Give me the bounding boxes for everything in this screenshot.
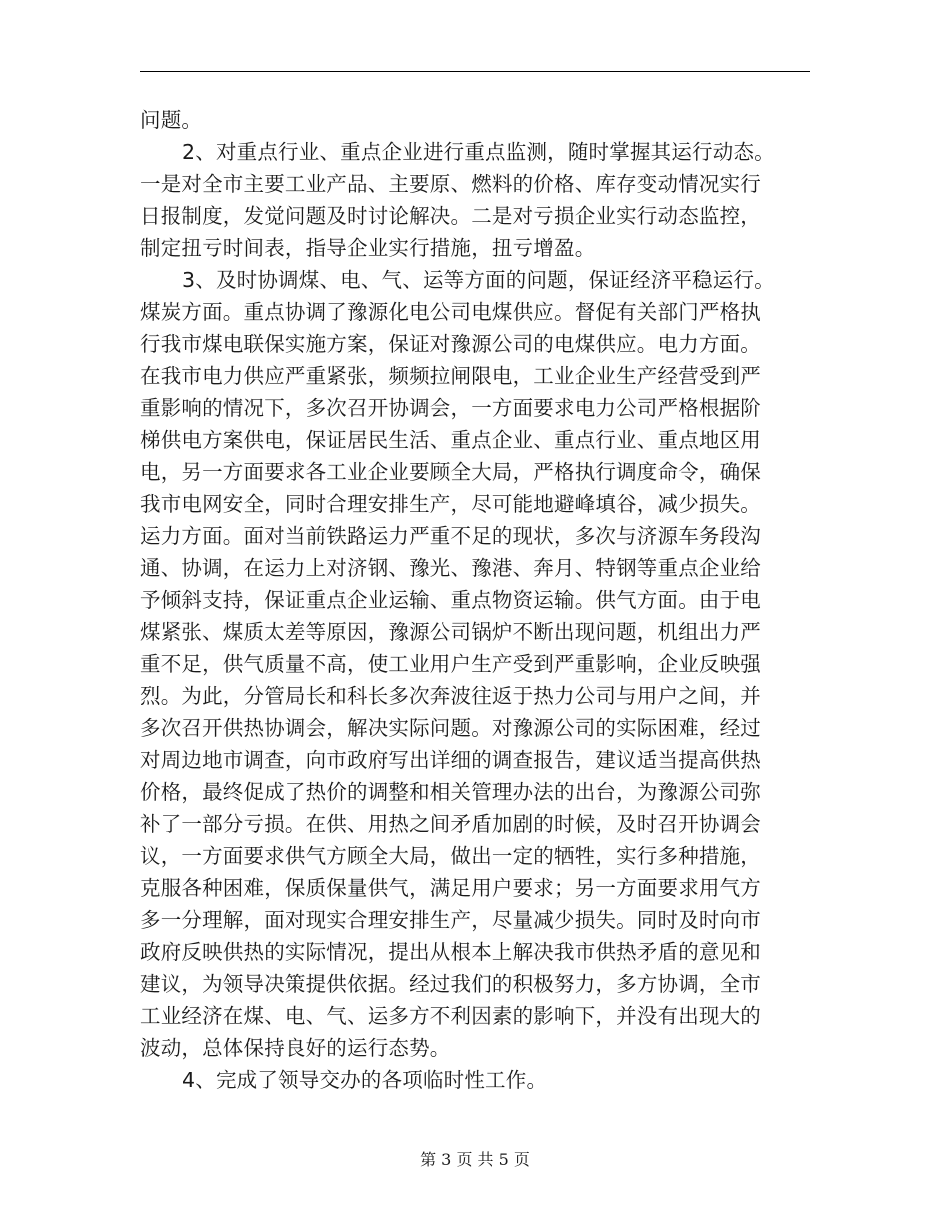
text-line: 烈。为此，分管局长和科长多次奔波往返于热力公司与用户之间，并	[140, 684, 761, 708]
text-line: 重影响的情况下，多次召开协调会，一方面要求电力公司严格根据阶	[140, 396, 761, 420]
text-line: 运力方面。面对当前铁路运力严重不足的现状，多次与济源车务段沟	[140, 524, 761, 548]
text-line: 重不足，供气质量不高，使工业用户生产受到严重影响，企业反映强	[140, 652, 761, 676]
text-line: 多一分理解，面对现实合理安排生产，尽量减少损失。同时及时向市	[140, 908, 761, 932]
document-body	[140, 104, 814, 1096]
text-line: 工业经济在煤、电、气、运多方不利因素的影响下，并没有出现大的	[140, 1004, 761, 1028]
text-line: 制定扭亏时间表，指导企业实行措施，扭亏增盈。	[140, 236, 596, 260]
text-line: 电，另一方面要求各工业企业要顾全大局，严格执行调度命令，确保	[140, 460, 761, 484]
text-line: 对周边地市调查，向市政府写出详细的调查报告，建议适当提高供热	[140, 748, 761, 772]
text-line: 政府反映供热的实际情况，提出从根本上解决我市供热矛盾的意见和	[140, 940, 761, 964]
text-line: 梯供电方案供电，保证居民生活、重点企业、重点行业、重点地区用	[140, 428, 761, 452]
text-line: 煤紧张、煤质太差等原因，豫源公司锅炉不断出现问题，机组出力严	[140, 620, 761, 644]
text-line: 4、完成了领导交办的各项临时性工作。	[182, 1068, 548, 1092]
text-line: 一是对全市主要工业产品、主要原、燃料的价格、库存变动情况实行	[140, 172, 761, 196]
text-line: 在我市电力供应严重紧张，频频拉闸限电，工业企业生产经营受到严	[140, 364, 761, 388]
text-line: 克服各种困难，保质保量供气，满足用户要求；另一方面要求用气方	[140, 876, 761, 900]
text-line: 补了一部分亏损。在供、用热之间矛盾加剧的时候，及时召开协调会	[140, 812, 761, 836]
text-line: 2、对重点行业、重点企业进行重点监测，随时掌握其运行动态。	[182, 140, 775, 164]
text-line: 问题。	[140, 108, 203, 132]
text-line: 煤炭方面。重点协调了豫源化电公司电煤供应。督促有关部门严格执	[140, 300, 761, 324]
header-rule	[140, 71, 810, 72]
text-line: 建议，为领导决策提供依据。经过我们的积极努力，多方协调，全市	[140, 972, 761, 996]
text-line: 3、及时协调煤、电、气、运等方面的问题，保证经济平稳运行。	[182, 268, 775, 292]
text-line: 日报制度，发觉问题及时讨论解决。二是对亏损企业实行动态监控，	[140, 204, 761, 228]
text-line: 通、协调，在运力上对济钢、豫光、豫港、奔月、特钢等重点企业给	[140, 556, 761, 580]
text-line: 行我市煤电联保实施方案，保证对豫源公司的电煤供应。电力方面。	[140, 332, 761, 356]
text-line: 我市电网安全，同时合理安排生产，尽可能地避峰填谷，减少损失。	[140, 492, 761, 516]
text-line: 多次召开供热协调会，解决实际问题。对豫源公司的实际困难，经过	[140, 716, 761, 740]
text-line: 予倾斜支持，保证重点企业运输、重点物资运输。供气方面。由于电	[140, 588, 761, 612]
text-line: 议，一方面要求供气方顾全大局，做出一定的牺牲，实行多种措施，	[140, 844, 761, 868]
text-line: 波动，总体保持良好的运行态势。	[140, 1036, 451, 1060]
text-line: 价格，最终促成了热价的调整和相关管理办法的出台，为豫源公司弥	[140, 780, 761, 804]
page-number: 第 3 页 共 5 页	[420, 1150, 530, 1169]
